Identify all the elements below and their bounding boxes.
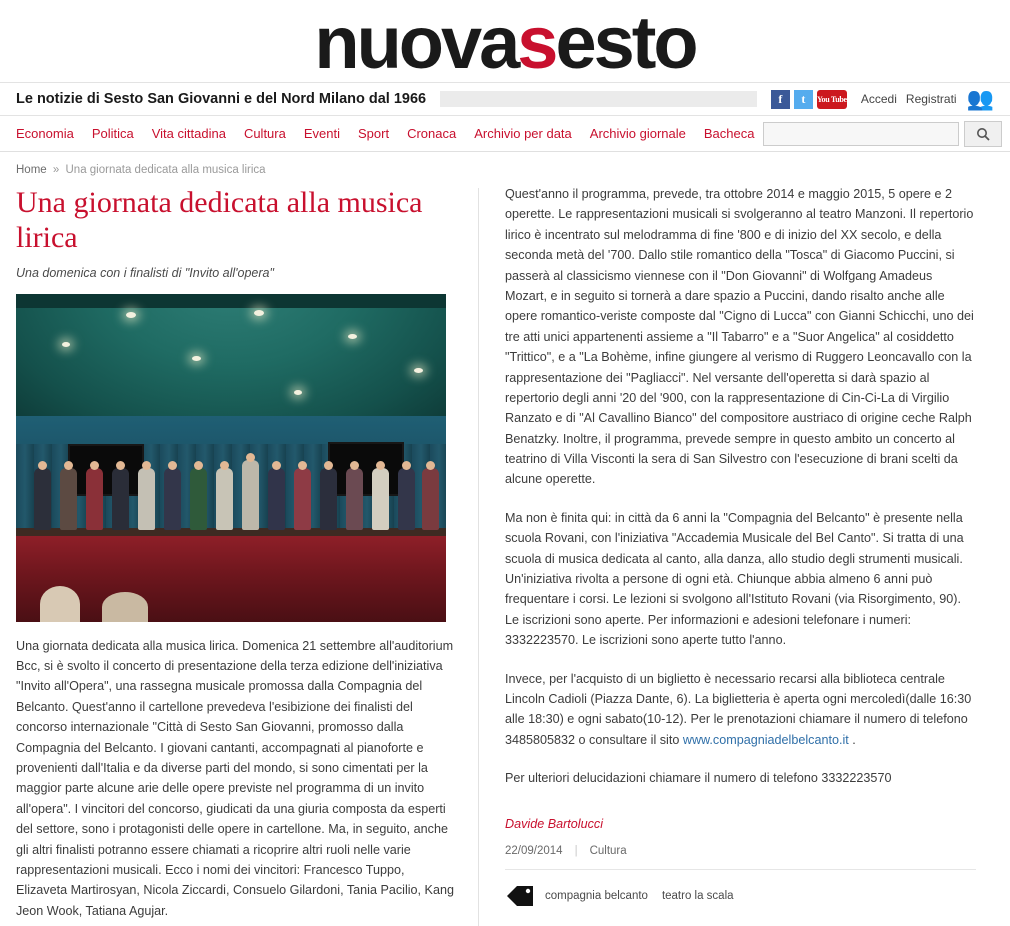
photo-person	[346, 468, 363, 530]
photo-person-head	[272, 461, 281, 470]
logo-text-s: s	[517, 1, 556, 84]
photo-person	[138, 468, 155, 530]
photo-person	[320, 468, 337, 530]
photo-light	[62, 342, 70, 347]
photo-person	[190, 468, 207, 530]
main-navigation	[0, 116, 1010, 152]
article-tags	[505, 884, 976, 908]
photo-person-head	[246, 453, 255, 462]
nav-item-sport[interactable]: Sport	[358, 126, 390, 141]
nav-item-eventi[interactable]: Eventi	[303, 126, 340, 141]
photo-light	[126, 312, 136, 318]
photo-person	[268, 468, 285, 530]
youtube-icon[interactable]	[817, 90, 847, 109]
register-link[interactable]: Registrati	[905, 92, 957, 106]
search-button[interactable]	[964, 121, 1002, 147]
belcanto-website-link[interactable]: www.compagniadelbelcanto.it	[682, 732, 849, 747]
tag-item[interactable]: compagnia belcanto	[545, 889, 648, 902]
photo-person-head	[90, 461, 99, 470]
purchase-text-after: .	[848, 732, 856, 747]
page-title: Una giornata dedicata alla musica lirica	[16, 186, 423, 254]
search-input[interactable]	[763, 122, 959, 146]
nav-item-archivio-giornale[interactable]: Archivio giornale	[589, 126, 686, 141]
photo-person-head	[298, 461, 307, 470]
article-photo	[16, 294, 446, 622]
photo-person-head	[64, 461, 73, 470]
photo-person	[34, 468, 51, 530]
article-body-right	[505, 184, 976, 789]
breadcrumb-home[interactable]: Home	[16, 164, 47, 176]
photo-person-head	[376, 461, 385, 470]
breadcrumb	[0, 152, 1010, 184]
article-meta	[505, 845, 976, 870]
facebook-icon[interactable]: f	[771, 90, 790, 109]
article-left-column	[16, 184, 478, 926]
photo-person-head	[38, 461, 47, 470]
login-link[interactable]: Accedi	[860, 92, 897, 106]
photo-foreground-person	[102, 592, 148, 622]
nav-item-cultura[interactable]: Cultura	[243, 126, 286, 141]
tag-item[interactable]: teatro la scala	[661, 889, 734, 902]
article-date: 22/09/2014	[505, 844, 563, 857]
nav-item-vita-cittadina[interactable]: Vita cittadina	[151, 126, 226, 141]
photo-person	[372, 468, 389, 530]
photo-person	[60, 468, 77, 530]
article-author: Davide Bartolucci	[505, 816, 603, 831]
tag-icon	[505, 884, 535, 908]
photo-foreground-person	[40, 586, 80, 622]
site-tagline: Le notizie di Sesto San Giovanni e del Nord Milano dal 1966	[16, 91, 427, 107]
breadcrumb-current: Una giornata dedicata alla musica lirica	[65, 164, 266, 176]
purchase-text-before: Invece, per l'acquisto di un biglietto è necessario recarsi alla biblioteca centrale Lincoln Cadioli (Piazza Dante, 6). La biglietteria è aperta ogni mercoledì(dalle 16:30 alle 18:30) e ogni sabato(10-12). Per le prenotazioni chiamare il numero di telefono 3485805832 o consultare il sito	[505, 671, 972, 747]
photo-person	[422, 468, 439, 530]
photo-light	[294, 390, 302, 395]
users-icon[interactable]: 👥	[966, 86, 994, 111]
photo-person-head	[116, 461, 125, 470]
search-icon	[976, 127, 990, 141]
photo-light	[414, 368, 423, 373]
photo-person-head	[220, 461, 229, 470]
nav-item-bacheca[interactable]: Bacheca	[703, 126, 755, 141]
photo-person-head	[194, 461, 203, 470]
social-links	[771, 90, 847, 109]
photo-light	[348, 334, 357, 339]
meta-separator: |	[574, 844, 578, 857]
paragraph: Per ulteriori delucidazioni chiamare il numero di telefono 3332223570	[505, 771, 892, 786]
logo-text-esto: esto	[555, 1, 696, 84]
tag-list	[545, 890, 734, 902]
photo-person	[294, 468, 311, 530]
nav-item-archivio-per-data[interactable]: Archivio per data	[474, 126, 572, 141]
youtube-icon-label: You Tube	[817, 90, 847, 109]
site-masthead	[0, 0, 1010, 82]
paragraph: Una giornata dedicata alla musica lirica. Domenica 21 settembre all'auditorium Bcc, si è svolto il concerto di presentazione della terza edizione dell'iniziativa "Invito all'Opera", una rassegna musicale promossa dalla Compagnia del Belcanto. Quest'anno il cartellone prevedeva l'esibizione dei finalisti del concorso internazionale "Città di Sesto San Giovanni, promosso dalla Compagnia del Belcanto. I giovani cantanti, accompagnati al pianoforte e provenienti dall'Italia e da diverse parti del mondo, si sono cimentati per la maggior parte alcune arie delle opere previste nel programma di un invito all'opera". I vincitori del concorso, giudicati da una giuria composta da esperti del settore, sono i protagonisti delle opere in cartellone. Ma, in seguito, anche gli altri finalisti potranno essere chiamati a ricoprire altri ruoli nelle varie rappresentazioni musicali. Ecco i nomi dei vincitori: Francesco Tuppo, Elizaveta Martirosyan, Nicola Ziccardi, Consuelo Gilardoni, Tania Pacilio, Kang Jeon Wook, Tatiana Agujar.	[16, 638, 454, 918]
photo-person	[112, 468, 129, 530]
photo-person	[398, 468, 415, 530]
paragraph-purchase	[505, 669, 976, 751]
photo-screen-right	[328, 442, 404, 496]
account-links	[861, 92, 957, 106]
photo-ceiling	[16, 294, 446, 422]
photo-person-head	[350, 461, 359, 470]
photo-light	[192, 356, 201, 361]
article-category[interactable]: Cultura	[589, 844, 627, 857]
twitter-icon[interactable]: t	[794, 90, 813, 109]
article-subtitle: Una domenica con i finalisti di "Invito all'opera"	[16, 265, 274, 280]
breadcrumb-separator: »	[52, 164, 60, 176]
photo-person	[216, 468, 233, 530]
site-logo[interactable]	[314, 1, 696, 84]
photo-person	[242, 460, 259, 530]
nav-item-cronaca[interactable]: Cronaca	[407, 126, 457, 141]
photo-ceiling-strip	[16, 294, 446, 308]
photo-person-head	[168, 461, 177, 470]
photo-stage-front	[16, 536, 446, 622]
photo-person-head	[426, 461, 435, 470]
tagline-bar	[0, 82, 1010, 116]
article-body-left	[16, 636, 458, 921]
photo-person-head	[402, 461, 411, 470]
article-right-column	[479, 184, 976, 926]
photo-person	[86, 468, 103, 530]
photo-screen-left	[68, 444, 144, 496]
paragraph: Ma non è finita qui: in città da 6 anni la "Compagnia del Belcanto" è presente nella scuola Rovani, con l'iniziativa "Accademia Musicale del Bel Canto". Si tratta di una scuola di musica dedicata al canto, alla danza, allo studio degli strumenti musicali. Un'iniziativa rivolta a persone di ogni età. Chiunque abbia almeno 6 anni può frequentare i corsi. Le lezioni si svolgono all'Istituto Rovani (via Risorgimento, 90). Le iscrizioni sono aperte. Per informazioni e adesioni telefonare i numeri: 3332223570. Le iscrizioni sono aperte tutto l'anno.	[505, 510, 964, 648]
article-content	[0, 184, 1010, 926]
paragraph: Quest'anno il programma, prevede, tra ottobre 2014 e maggio 2015, 5 opere e 2 operette. Le rappresentazioni musicali si svolgeranno al teatro Manzoni. Il repertorio lirico è incentrato sul melodramma di fine '800 e di inizio del XX secolo, e della seconda metà del '700. Dallo stile romantico della "Tosca" di Giacomo Puccini, si passerà al classicismo viennese con il "Don Giovanni" di Wolfgang Amadeus Mozart, e in seguito si tornerà a dare spazio a Puccini, dando risalto anche alle opere romantico-veriste composte dal "Cigno di Lucca" con Gianni Schicchi, uno dei tre atti unici appartenenti assieme a "Il Tabarro" e a "Suor Angelica" al cosiddetto "Trittico", e a "La Bohème, infine giungere al verismo di Ruggero Leoncavallo con la rappresentazione dei "Pagliacci". Nel versante dell'operetta si darà spazio al repertorio degli anni '20 del '900, con la rappresentazione di Cin-Ci-La di Virgilio Ranzato e di "Al Cavallino Bianco" del compositore austriaco di origine ceche Ralph Benatzky. Inoltre, il programma, prevede sempre in questo ambito un concerto al teatrino di Villa Visconti la sera di San Silvestro con l'esecuzione di brani scelti da alcune operette.	[505, 187, 974, 487]
photo-person-head	[324, 461, 333, 470]
photo-person-head	[142, 461, 151, 470]
nav-item-politica[interactable]: Politica	[91, 126, 134, 141]
search-bar	[763, 121, 1002, 147]
photo-person	[164, 468, 181, 530]
nav-item-economia[interactable]: Economia	[16, 126, 74, 141]
logo-text-nuova: nuova	[314, 1, 518, 84]
photo-light	[254, 310, 264, 316]
tagline-filler	[440, 91, 757, 107]
